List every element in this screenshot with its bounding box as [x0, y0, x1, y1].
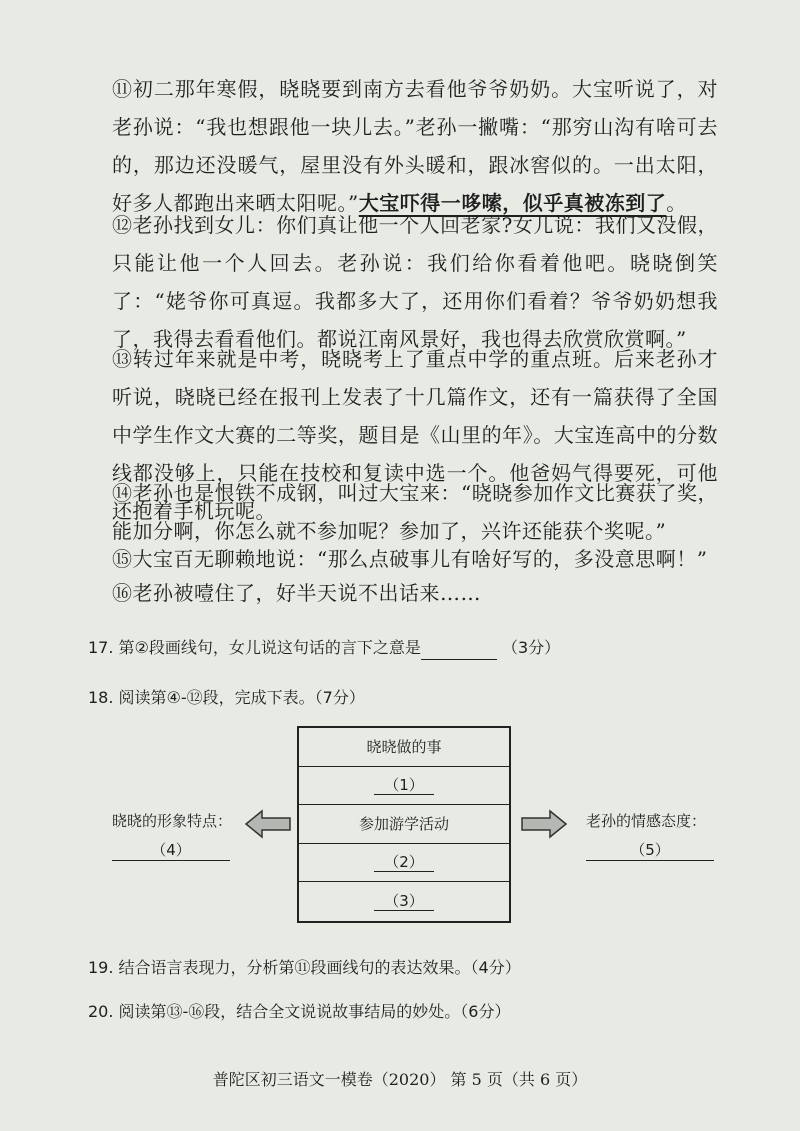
table-row-2: 参加游学活动 — [299, 805, 509, 844]
question-17-answer-blank[interactable] — [421, 641, 497, 660]
question-18: 18. 阅读第④-⑫段，完成下表。（7分） — [88, 688, 365, 707]
paragraph-11-end: 。 — [666, 191, 687, 215]
paragraph-16: ⑯老孙被噎住了，好半天说不出话来…… — [112, 581, 481, 605]
table-row-3 — [299, 844, 509, 883]
table-blank-3[interactable]: （3） — [374, 892, 434, 911]
question-19: 19. 结合语言表现力，分析第⑪段画线句的表达效果。（4分） — [88, 958, 521, 977]
table-blank-1[interactable]: （1） — [374, 776, 434, 795]
paragraph-12: ⑫老孙找到女儿：你们真让他一个人回老家?女儿说：我们又没假，只能让他一个人回去。老孙说：我们给你看着他吧。晓晓倒笑了：“姥爷你可真逗。我都多大了，还用你们看着？爷爷奶奶想我了，我得去看看他们。都说江南风景好，我也得去欣赏欣赏啊。” — [112, 213, 718, 351]
paragraph-11-underlined-sentence: 大宝吓得一哆嗦，似乎真被冻到了 — [358, 191, 667, 215]
paragraph-14: ⑭老孙也是恨铁不成钢，叫过大宝来：“晓晓参加作文比赛获了奖，能加分啊，你怎么就不参加呢？参加了，兴许还能获个奖呢。” — [112, 481, 718, 543]
left-label: 晓晓的形象特点： — [112, 812, 233, 830]
right-answer-blank[interactable]: （5） — [586, 840, 714, 861]
right-arrow-icon — [520, 808, 568, 840]
table-row-1 — [299, 767, 509, 806]
paragraph-15: ⑮大宝百无聊赖地说：“那么点破事儿有啥好写的，多没意思啊！” — [112, 547, 708, 571]
question-17-score: （3分） — [501, 638, 561, 657]
table-header: 晓晓做的事 — [299, 728, 509, 767]
table-row-4 — [299, 882, 509, 921]
question-17-text: 17. 第②段画线句，女儿说这句话的言下之意是 — [88, 638, 421, 657]
events-table — [297, 726, 511, 923]
right-label: 老孙的情感态度： — [586, 812, 707, 830]
left-answer-blank[interactable]: （4） — [112, 840, 230, 861]
question-17 — [88, 636, 728, 660]
paragraph-11-text: ⑪初二那年寒假，晓晓要到南方去看他爷爷奶奶。大宝听说了，对老孙说：“我也想跟他一块儿去。”老孙一撇嘴：“那穷山沟有啥可去的，那边还没暖气，屋里没有外头暖和，跟冰窖似的。一出太阳，好多人都跑出来晒太阳呢。” — [112, 77, 718, 215]
page-footer: 普陀区初三语文一模卷（2020） 第 5 页（共 6 页） — [212, 1070, 588, 1089]
left-arrow-icon — [244, 808, 292, 840]
table-blank-2[interactable]: （2） — [374, 853, 434, 872]
question-20: 20. 阅读第⑬-⑯段，结合全文说说故事结局的妙处。（6分） — [88, 1002, 511, 1021]
paragraph-11 — [112, 70, 718, 222]
paragraph-13: ⑬转过年来就是中考，晓晓考上了重点中学的重点班。后来老孙才听说，晓晓已经在报刊上发表了十几篇作文，还有一篇获得了全国中学生作文大赛的二等奖，题目是《山里的年》。大宝连高中的分数线都没够上，只能在技校和复读中选一个。他爸妈气得要死，可他还抱着手机玩呢。 — [112, 347, 718, 523]
